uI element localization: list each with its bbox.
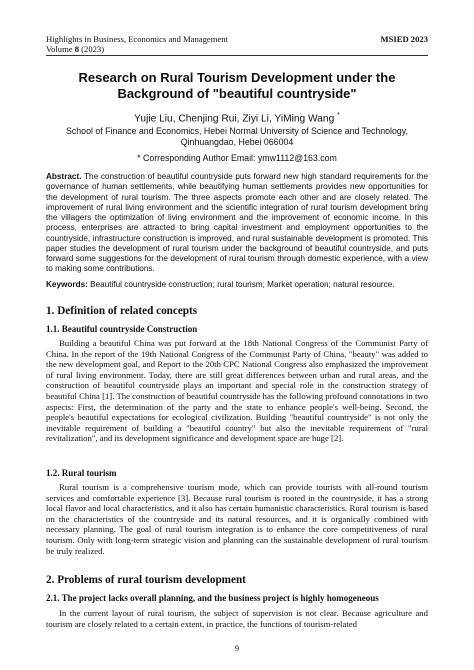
title-line-2: Background of "beautiful countryside" bbox=[117, 86, 357, 101]
volume-year: (2023) bbox=[79, 44, 105, 54]
conference-name: MSIED 2023 bbox=[380, 34, 428, 44]
journal-name: Highlights in Business, Economics and Management bbox=[46, 34, 228, 44]
subsection-2-1-body: In the current layout of rural tourism, the subject of supervision is not clear. Because agriculture and tourism are closely related to a certain extent, in practice, the functions of tourism-related bbox=[46, 608, 428, 629]
affiliation bbox=[46, 126, 428, 148]
author-list bbox=[46, 110, 428, 125]
affiliation-line-2: Qinhuangdao, Hebei 066004 bbox=[180, 137, 294, 147]
paper-title bbox=[46, 70, 428, 102]
title-line-1: Research on Rural Tourism Development under the bbox=[78, 70, 396, 85]
abstract-label: Abstract. bbox=[46, 172, 82, 181]
subsection-2-1-heading: 2.1. The project lacks overall planning, and the business project is highly homogeneous bbox=[46, 593, 379, 603]
volume-number: 8 bbox=[74, 44, 80, 54]
affiliation-line-1: School of Finance and Economics, Hebei Normal University of Science and Technology, bbox=[66, 126, 408, 136]
subsection-1-2-body: Rural tourism is a comprehensive tourism mode, which can provide tourists with all-round tourism services and comfortable experience [3]. Because rural tourism is rooted in the countryside, it has a strong local flavor and local characteristics, and it also has certain humanistic characteristics. Rural tourism is based on the characteristics of the countryside and its natural resources, and it is organically combined with necessary planning. The goal of rural tourism integration is to enhance the core competitiveness of rural tourism. Only with long-term strategic vision and planning can the sustainable development of rural tourism be truly realized. bbox=[46, 482, 428, 556]
volume-label: Volume bbox=[46, 44, 75, 54]
subsection-1-1-heading: 1.1. Beautiful countryside Construction bbox=[46, 324, 198, 334]
corresponding-mark: * bbox=[337, 112, 340, 119]
authors-text: Yujie Liu, Chenjing Rui, Ziyi Li, YiMing Wang bbox=[134, 113, 335, 125]
volume-info bbox=[46, 44, 104, 55]
corresponding-author: * Corresponding Author Email: ymw1112@163.com bbox=[137, 153, 337, 163]
keywords bbox=[46, 280, 428, 291]
keywords-text: Beautiful countryside construction; rural tourism; Market operation; natural resource. bbox=[90, 280, 395, 289]
section-1-heading: 1. Definition of related concepts bbox=[46, 305, 198, 317]
abstract-text: The construction of beautiful countryside puts forward new high standard requirements for the governance of human settlements, while beautifying human settlements provides new opportunities for the development of rural tourism. The three aspects promote each other and are closely related. The improvement of rural living environment and the scientific integration of rural tourism development bring the villagers the optimization of living environment and the improvement of economic income. In this process, enterprises are attracted to bring capital investment and employment opportunities to the countryside, infrastructure construction is improved, and rural sustainable development is promoted. This paper studies the development of rural tourism under the background of beautiful countryside, and puts forward some suggestions for the development of rural tourism through domestic experience, with a view to making some contributions. bbox=[46, 172, 428, 274]
page-number: 9 bbox=[234, 644, 240, 653]
keywords-label: Keywords: bbox=[46, 280, 88, 289]
header-divider bbox=[46, 55, 428, 56]
subsection-1-2-heading: 1.2. Rural tourism bbox=[46, 468, 117, 478]
subsection-1-1-body: Building a beautiful China was put forward at the 18th National Congress of the Communist Party of China. In the report of the 19th National Congress of the Communist Party of China, "beauty" was added to the new development goal, and Report to the 20th CPC National Congress also emphasized the improvement of rural living environment. Today, there are still great differences between urban and rural areas, and the construction of beautiful countryside plays an important and special role in the construction strategy of beautiful China [1]. The construction of beautiful countryside has the following profound connotations in two aspects: First, the determination of the party and the state to enhance people's well-being. Second, the people's beautiful expectations for ecological civilization. Building "beautiful countryside" is not only the inevitable requirement of building a "beautiful country" but also the inevitable requirement of "rural revitalization", and its development significance and development space are huge [2]. bbox=[46, 338, 428, 444]
abstract bbox=[46, 172, 428, 275]
section-2-heading: 2. Problems of rural tourism development bbox=[46, 574, 246, 586]
